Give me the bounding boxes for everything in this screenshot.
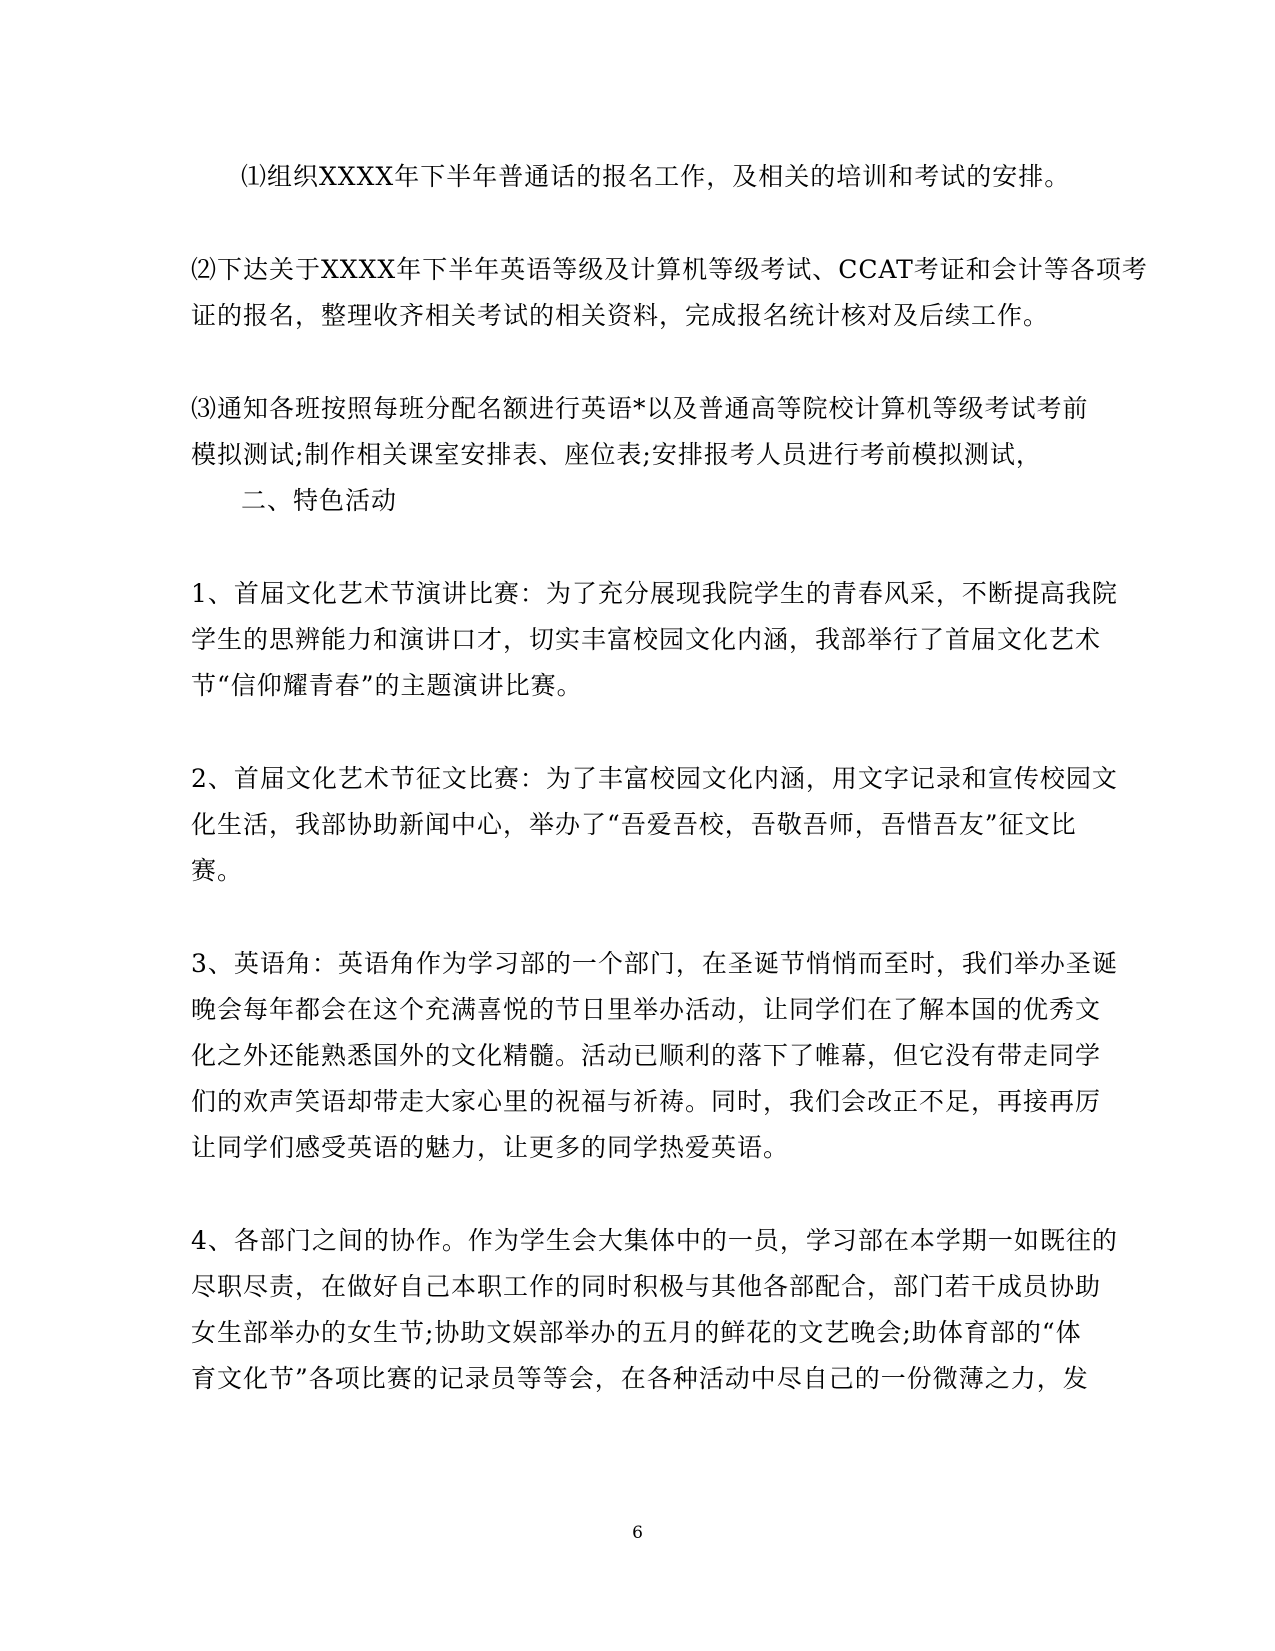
item-2-line-1: ⑵下达关于XXXX年下半年英语等级及计算机等级考试、CCAT考证和会计等各项考 [191,255,1148,284]
para-2-line-2: 化生活，我部协助新闻中心，举办了“吾爱吾校，吾敬吾师，吾惜吾友”征文比 [191,810,1077,839]
page-number: 6 [632,1523,643,1543]
section-heading: 二、特色活动 [241,486,398,515]
para-4-line-2: 尽职尽责，在做好自己本职工作的同时积极与其他各部配合，部门若干成员协助 [191,1272,1102,1301]
para-4-line-1: 4、各部门之间的协作。作为学生会大集体中的一员，学习部在本学期一如既往的 [191,1226,1118,1255]
para-1-line-2: 学生的思辨能力和演讲口才，切实丰富校园文化内涵，我部举行了首届文化艺术 [191,625,1102,654]
item-3-line-1: ⑶通知各班按照每班分配名额进行英语*以及普通高等院校计算机等级考试考前 [191,394,1089,423]
item-3-line-2: 模拟测试;制作相关课室安排表、座位表;安排报考人员进行考前模拟测试， [191,440,1042,469]
para-3-line-2: 晚会每年都会在这个充满喜悦的节日里举办活动，让同学们在了解本国的优秀文 [191,995,1102,1024]
para-1-line-3: 节“信仰耀青春”的主题演讲比赛。 [191,671,583,700]
item-2-line-2: 证的报名，整理收齐相关考试的相关资料，完成报名统计核对及后续工作。 [191,301,1050,330]
para-3-line-4: 们的欢声笑语却带走大家心里的祝福与祈祷。同时，我们会改正不足，再接再厉 [191,1087,1102,1116]
para-2-line-1: 2、首届文化艺术节征文比赛：为了丰富校园文化内涵，用文字记录和宣传校园文 [191,764,1118,793]
para-4-line-3: 女生部举办的女生节;协助文娱部举办的五月的鲜花的文艺晚会;助体育部的“体 [191,1318,1082,1347]
para-2-line-3: 赛。 [191,856,244,885]
para-4-line-4: 育文化节”各项比赛的记录员等等会，在各种活动中尽自己的一份微薄之力，发 [191,1364,1089,1393]
para-3-line-3: 化之外还能熟悉国外的文化精髓。活动已顺利的落下了帷幕，但它没有带走同学 [191,1041,1102,1070]
para-3-line-5: 让同学们感受英语的魅力，让更多的同学热爱英语。 [191,1133,790,1162]
para-1-line-1: 1、首届文化艺术节演讲比赛：为了充分展现我院学生的青春风采，不断提高我院 [191,579,1118,608]
para-3-line-1: 3、英语角：英语角作为学习部的一个部门，在圣诞节悄悄而至时，我们举办圣诞 [191,949,1118,978]
item-1-line-1: ⑴组织XXXX年下半年普通话的报名工作，及相关的培训和考试的安排。 [241,162,1071,191]
